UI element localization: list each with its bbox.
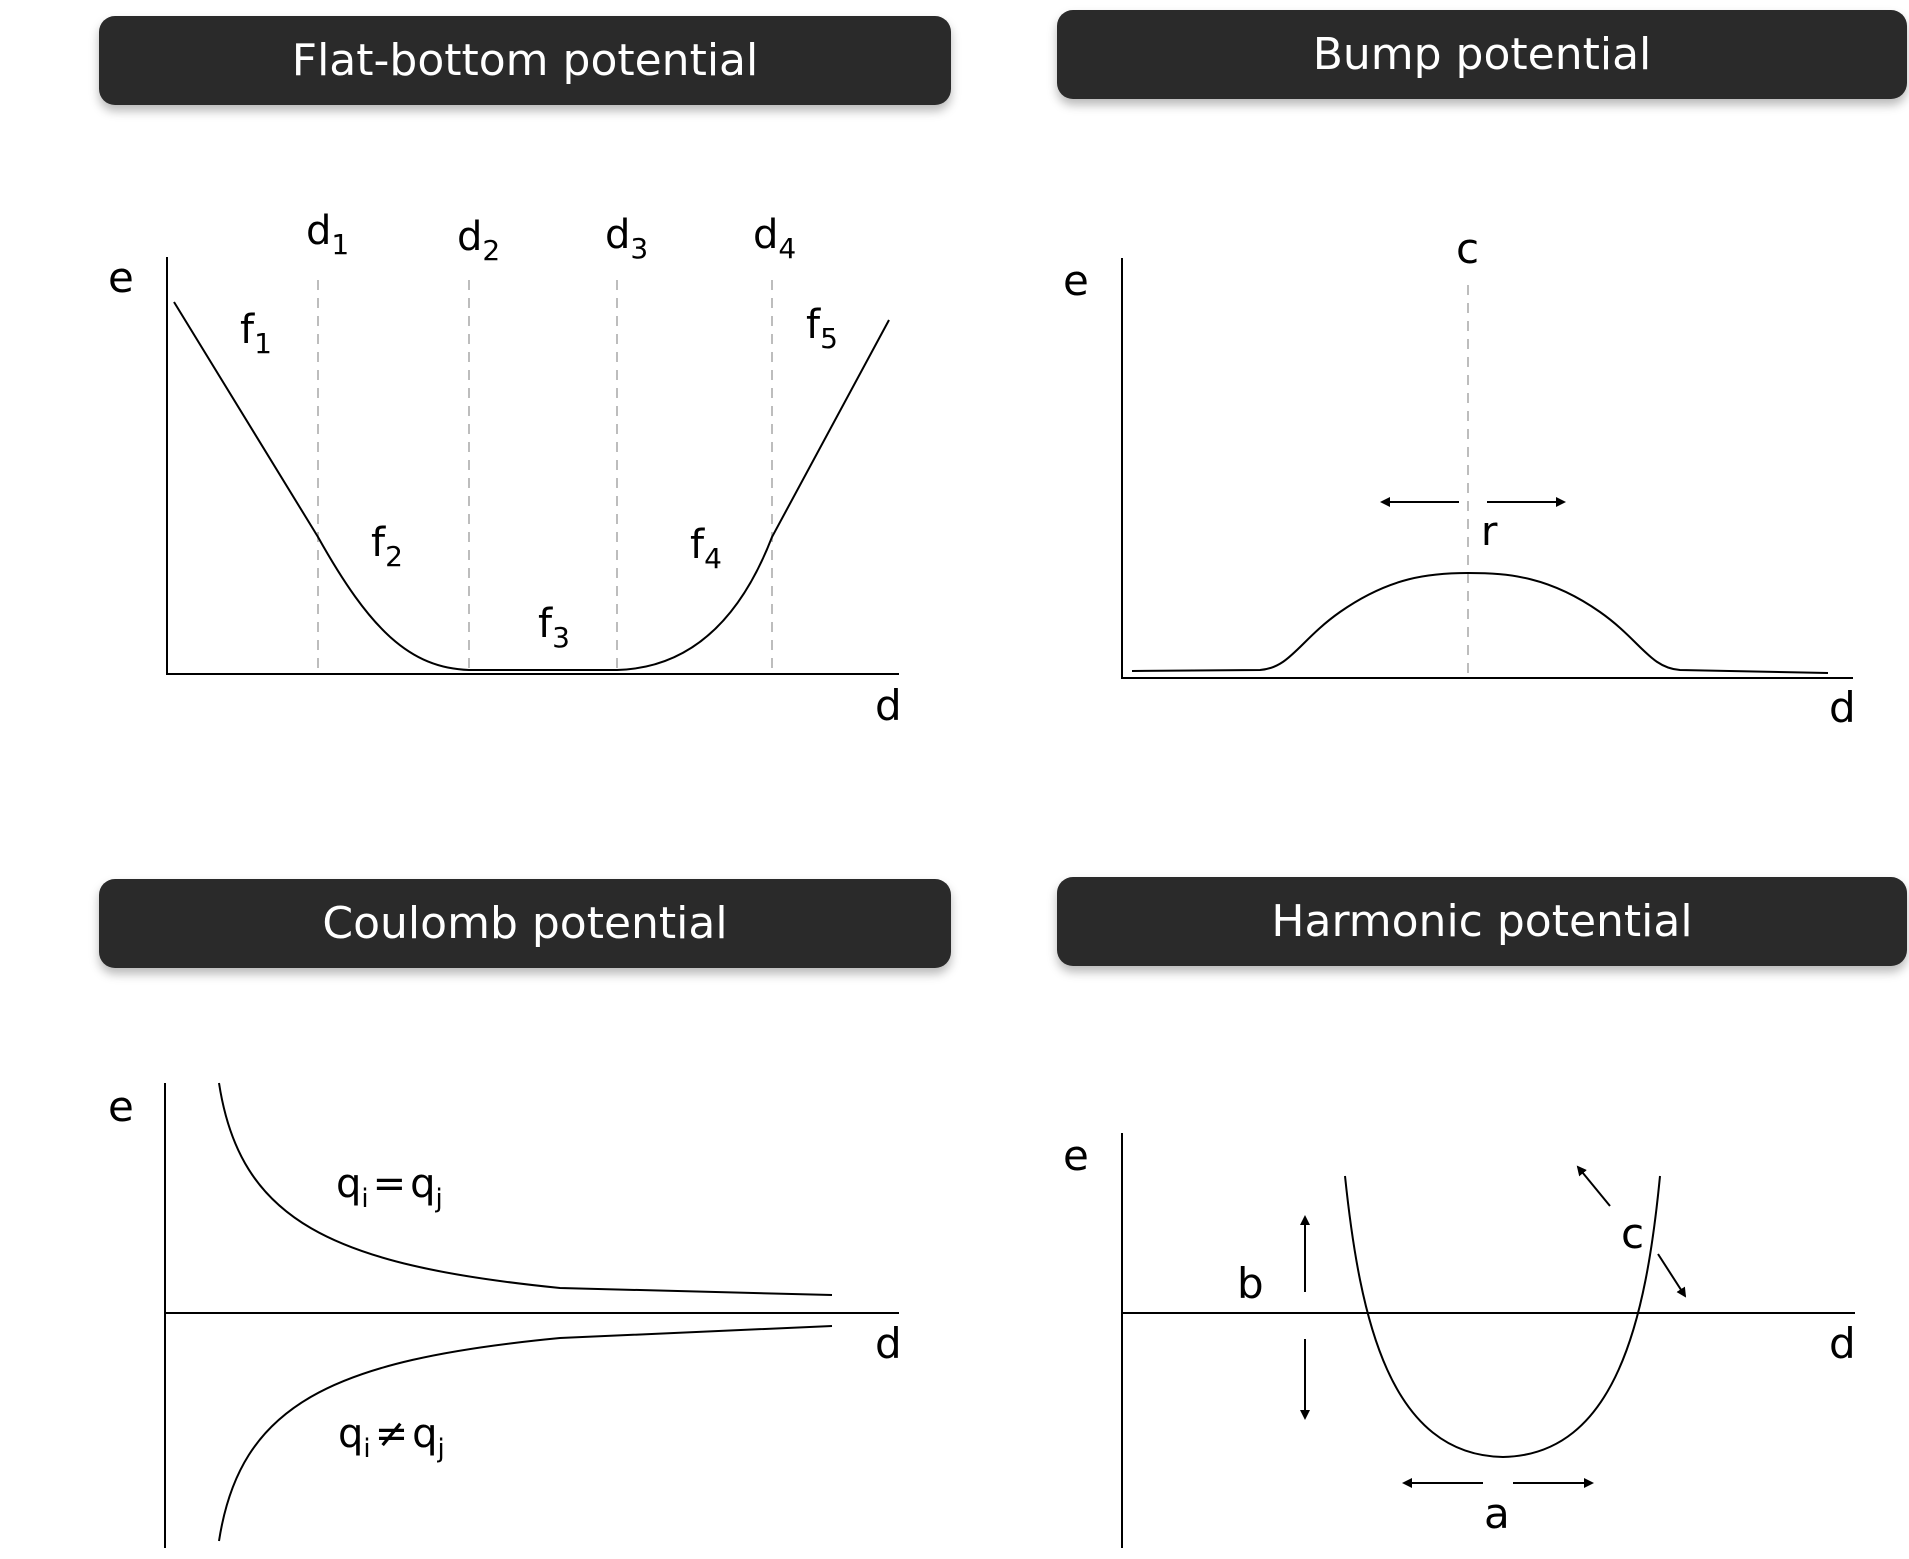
coulomb-diagram: [108, 1082, 902, 1548]
segment-label-f2: $f_2$: [371, 520, 403, 573]
flat-bottom-y-label: e: [108, 253, 134, 302]
harmonic-a-label: a: [1484, 1489, 1510, 1538]
coulomb-y-label: e: [108, 1082, 134, 1131]
flat-bottom-curve: [174, 302, 889, 670]
bump-center-label: c: [1456, 224, 1480, 273]
segment-label-f4: $f_4$: [690, 522, 722, 575]
harmonic-y-label: e: [1063, 1131, 1089, 1180]
harmonic-title-text: Harmonic potential: [1271, 896, 1693, 947]
bump-x-label: d: [1829, 683, 1856, 732]
segment-label-f1: $f_1$: [240, 307, 272, 360]
harmonic-c-label: c: [1621, 1209, 1645, 1258]
coulomb-title-text: Coulomb potential: [322, 898, 728, 949]
diff-charge-label: $q_i \ne q_j$: [338, 1411, 445, 1464]
bump-title-text: Bump potential: [1312, 29, 1652, 80]
coulomb-repulsive-curve: [219, 1083, 832, 1295]
harmonic-c-arrow-up: [1578, 1167, 1610, 1206]
boundary-label-d2: $d_2$: [457, 214, 501, 267]
harmonic-b-label: b: [1237, 1259, 1264, 1308]
segment-label-f3: $f_3$: [538, 601, 570, 654]
flat-bottom-x-label: d: [875, 681, 902, 730]
boundary-label-d3: $d_3$: [605, 212, 649, 265]
harmonic-parabola: [1345, 1176, 1660, 1457]
segment-label-f5: $f_5$: [806, 302, 838, 355]
coulomb-x-label: d: [875, 1319, 902, 1368]
bump-y-label: e: [1063, 256, 1089, 305]
harmonic-c-arrow-down: [1658, 1254, 1685, 1296]
coulomb-attractive-curve: [219, 1326, 832, 1541]
flat-bottom-diagram: [108, 208, 902, 730]
flat-bottom-title-text: Flat-bottom potential: [291, 35, 759, 86]
bump-width-label: r: [1481, 509, 1498, 555]
bump-curve: [1132, 573, 1828, 673]
harmonic-x-label: d: [1829, 1319, 1856, 1368]
boundary-label-d4: $d_4$: [753, 212, 797, 265]
same-charge-label: $q_i = q_j$: [336, 1161, 443, 1214]
bump-diagram: [1063, 224, 1856, 732]
boundary-label-d1: $d_1$: [306, 208, 350, 261]
harmonic-diagram: [1063, 1131, 1856, 1548]
